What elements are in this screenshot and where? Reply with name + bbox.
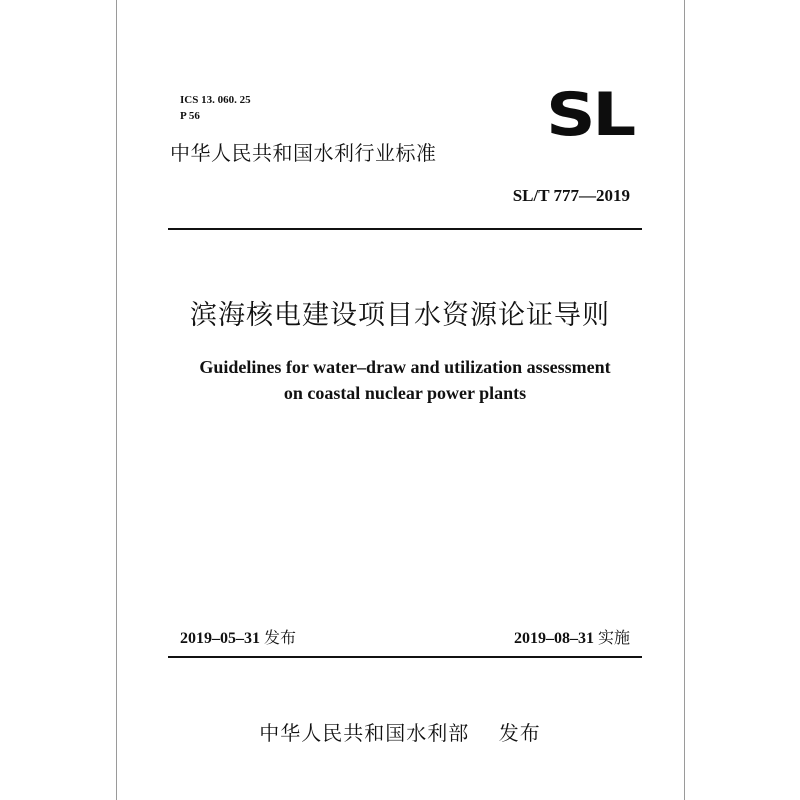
english-title-line-1: Guidelines for water–draw and utilization assessment bbox=[199, 357, 611, 377]
ccs-code: P 56 bbox=[180, 110, 200, 122]
ics-code: ICS 13. 060. 25 bbox=[180, 94, 251, 106]
standard-code: SL/T 777—2019 bbox=[512, 186, 630, 205]
document-title-chinese: 滨海核电建设项目水资源论证导则 bbox=[190, 300, 610, 331]
document-title-english bbox=[0, 354, 800, 406]
issue-label: 发布 bbox=[264, 628, 297, 647]
industry-standard-heading: 中华人民共和国水利行业标准 bbox=[170, 141, 437, 165]
issue-date: 2019–05–31 bbox=[180, 630, 260, 647]
implement-date: 2019–08–31 bbox=[513, 630, 594, 647]
issue-date-block bbox=[180, 626, 296, 651]
sl-logo: SL bbox=[546, 80, 633, 150]
top-divider bbox=[168, 228, 642, 230]
publisher-line: 中华人民共和国水利部 发布 bbox=[259, 721, 541, 745]
implement-label: 实施 bbox=[597, 628, 630, 647]
bottom-divider bbox=[168, 656, 642, 658]
english-title-line-2: on coastal nuclear power plants bbox=[283, 383, 527, 403]
implement-date-block bbox=[514, 626, 630, 651]
classification-codes bbox=[180, 92, 251, 124]
